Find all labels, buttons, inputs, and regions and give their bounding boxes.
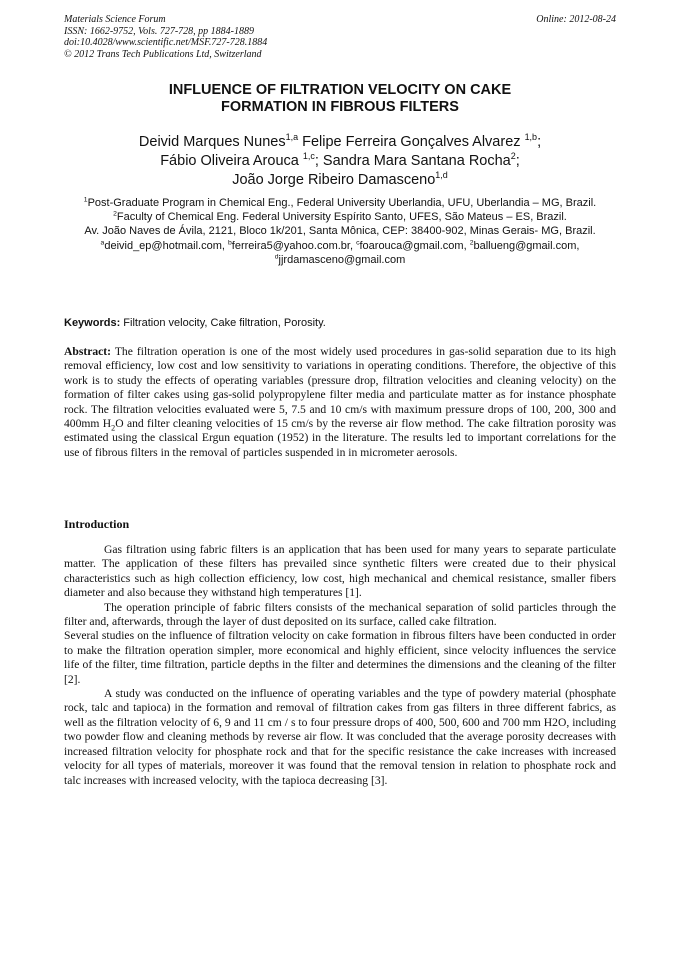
author-nunes-sup: 1,a (285, 132, 299, 143)
affiliation-2-text: Faculty of Chemical Eng. Federal University Espírito Santo, UFES, São Mateus – ES, Brazil. (116, 211, 567, 224)
email-2-sup: 2 (469, 238, 474, 246)
journal-name: Materials Science Forum (64, 14, 166, 25)
keywords-text: Filtration velocity, Cake filtration, Porosity. (120, 317, 326, 329)
online-date: Online: 2012-08-24 (536, 14, 616, 25)
email-c: foarouca@gmail.com, (359, 239, 470, 252)
author-line-3 (64, 171, 616, 190)
email-d: jjrdamasceno@gmail.com (278, 253, 406, 266)
affiliation-address: Av. João Naves de Ávila, 2121, Bloco 1k/201, Santa Mônica, CEP: 38400-902, Minas Gerais- MG, Brazil. (84, 225, 596, 238)
affiliation-1-sup: 1 (83, 196, 88, 204)
author-nunes: Deivid Marques Nunes (138, 134, 286, 150)
author-arouca: Fábio Oliveira Arouca (160, 153, 299, 169)
affiliation-2-sup: 2 (113, 210, 117, 218)
section-heading-introduction: Introduction (64, 517, 130, 531)
email-2: ballueng@gmail.com, (473, 239, 580, 252)
affiliation-2 (56, 210, 624, 224)
email-a-sup: a (100, 238, 105, 246)
abstract-label: Abstract: (64, 345, 112, 358)
abstract-text-1: The filtration operation is one of the most widely used procedures in gas-solid separation due to its high removal efficiency, low cost and low sensitivity to variations in operating conditions. Therefore, the objective of this work is to study the effects of operating variables (pressure drop, filtration velocities and cleaning velocity) on the formation of filter cakes using gas-solid polypropylene filter media and particulate matter as for instance phosphate rock. The filtration velocities evaluated were 5, 7.5 and 10 cm/s with maximum pressure drops of 100, 200, 300 and 400mm H (64, 345, 616, 431)
intro-paragraph-2: The operation principle of fabric filters consists of the mechanical separation of solid particles through the filter and, afterwards, through the layer of dust deposited on its surface, called cake filtration. (64, 600, 616, 629)
author-list (64, 133, 616, 190)
affiliations (56, 196, 624, 267)
keywords (64, 316, 616, 330)
intro-paragraph-3: Several studies on the influence of filtration velocity on cake formation in fibrous filters have been conducted in order to make the filtration operation simpler, more economical and highly efficient, since velocity influences the service life of the filter, time filtration, particle depths in the filter and determines the dimensions and the cleaning of the filter [2]. (64, 629, 616, 686)
email-b-sup: b (228, 238, 232, 246)
affiliation-1 (56, 196, 624, 210)
copyright: © 2012 Trans Tech Publications Ltd, Switzerland (64, 48, 262, 60)
author-line-1: Deivid Marques Nunes$^{1,a}$ Felipe Ferreira Gonçalves Alvarez $^{1,b}$; (138, 132, 542, 150)
author-arouca-sup: 1,c (302, 151, 315, 162)
email-a: deivid_ep@hotmail.com, (104, 239, 228, 252)
abstract (64, 345, 616, 460)
email-list (56, 239, 624, 267)
author-damasceno-sup: 1,d (435, 170, 448, 181)
abstract-sub: 2 (111, 423, 116, 433)
keywords-label: Keywords: (64, 317, 121, 329)
intro-paragraph-4: A study was conducted on the influence of operating variables and the type of powdery material (phosphate rock, talc and tapioca) in the formation and removal of filtration cakes from gas filters in three different fabrics, as well as the filtration velocity of 6, 9 and 11 cm / s to four pressure drops of 400, 500, 600 and 700 mm H2O, including two powder flow and cleaning methods by reverse air flow. It was concluded that the average porosity decreases with increased filtration velocity for phosphate rock and that for the specific resistance the cake increases with increased velocity for all types of materials, moreover it was found that the removal tension in relation to phosphate rock and talc increases with increased velocity, with the tapioca decreasing [3]. (64, 687, 616, 787)
title-line-2: FORMATION IN FIBROUS FILTERS (221, 99, 459, 115)
author-damasceno: João Jorge Ribeiro Damasceno (232, 172, 436, 188)
author-line-2: Fábio Oliveira Arouca $^{1,c}$; Sandra Mara Santana Rocha$^2$; (160, 151, 520, 169)
email-b: ferreira5@yahoo.com.br, (231, 239, 357, 252)
author-alvarez-sup: 1,b (524, 132, 538, 143)
journal-header (64, 14, 616, 60)
title-line-1: INFLUENCE OF FILTRATION VELOCITY ON CAKE (168, 82, 512, 98)
author-rocha-sup: 2 (510, 151, 516, 162)
email-d-sup: d (274, 253, 279, 261)
introduction-body (64, 543, 616, 788)
intro-paragraph-1: Gas filtration using fabric filters is an application that has been used for many years to separate particulate matter. The application of these filters has prevailed since synthetic filters were created due to their physical characteristics such as high collection efficiency, low cost, high mechanical and chemical resistance, smaller fibers diameter and also because they withstand high temperatures [1]. (64, 543, 616, 600)
author-rocha: Sandra Mara Santana Rocha (322, 153, 511, 169)
doi: doi:10.4028/www.scientific.net/MSF.727-728.1884 (64, 37, 268, 48)
abstract-text-2: O and filter cleaning velocities of 15 cm/s by the reverse air flow method. The cake filtration porosity was estimated using the classical Ergun equation (1952) in the literature. The results led to important correlations for the use of fibrous filters in the removal of particles suspended in in micrometer aerosols. (64, 417, 616, 459)
issn: ISSN: 1662-9752, Vols. 727-728, pp 1884-1889 (64, 25, 254, 37)
paper-title (64, 82, 616, 116)
email-c-sup: c (356, 238, 360, 246)
affiliation-1-text: Post-Graduate Program in Chemical Eng., Federal University Uberlandia, UFU, Uberlandia – MG, Brazil. (87, 197, 597, 209)
author-alvarez: Felipe Ferreira Gonçalves Alvarez (302, 134, 521, 150)
